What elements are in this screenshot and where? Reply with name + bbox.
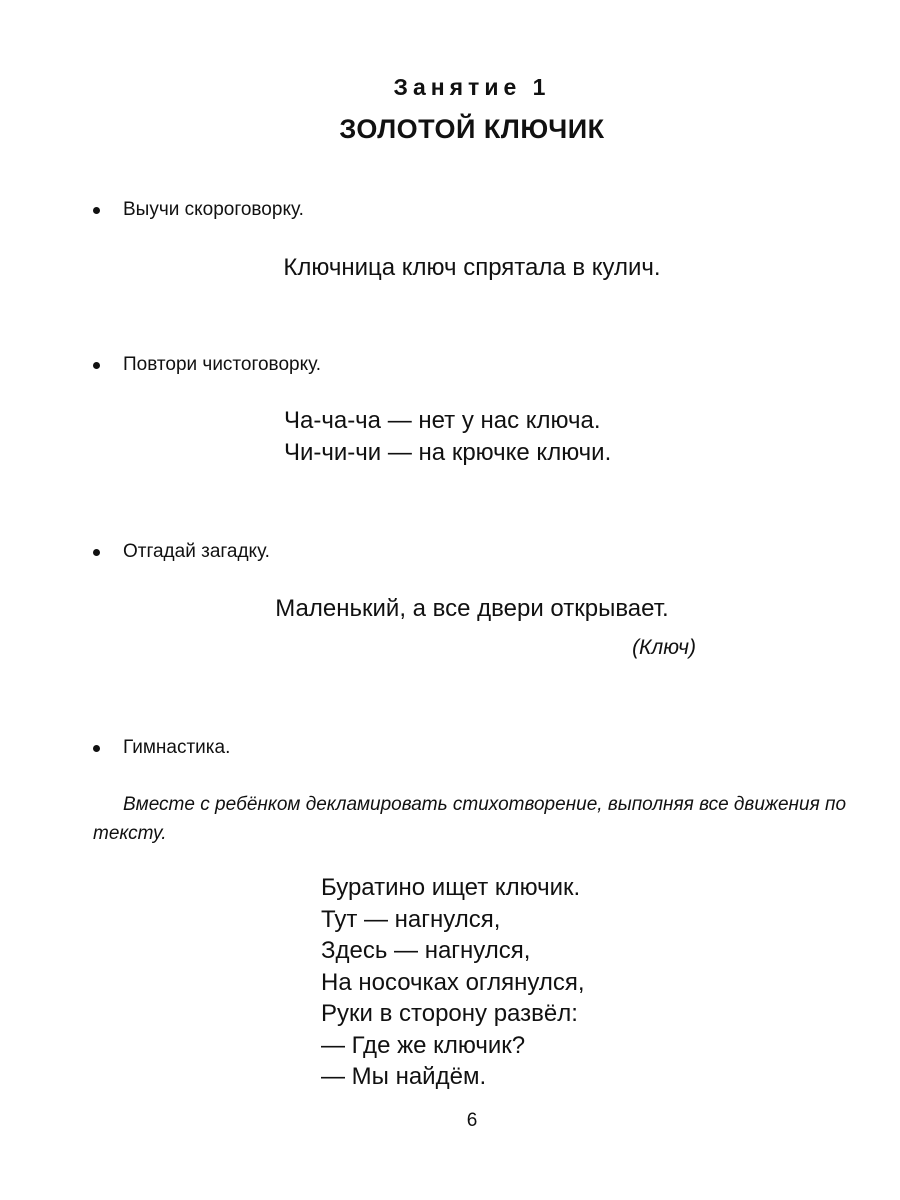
bullet-tongue-twister	[93, 199, 304, 221]
poem-line: Здесь — нагнулся,	[321, 937, 531, 964]
poem-line: Буратино ищет ключик.	[321, 874, 581, 901]
poem-line: — Где же ключик?	[321, 1031, 526, 1059]
bullet-dot-icon	[93, 549, 100, 556]
page-number: 6	[466, 1110, 478, 1131]
bullet-dot-icon	[93, 745, 100, 752]
tongue-twister-instruction: Выучи скороговорку.	[123, 199, 304, 220]
gymnastics-poem	[321, 872, 585, 1093]
tongue-twister-text: Ключница ключ спрятала в кулич.	[283, 254, 661, 281]
poem-line: Тут — нагнулся,	[321, 905, 501, 933]
poem-line: На носочках оглянулся,	[321, 968, 585, 996]
riddle-instruction: Отгадай загадку.	[123, 541, 270, 562]
gymnastics-instruction: Гимнастика.	[123, 737, 231, 758]
pure-phrase-line: Чи-чи-чи — на крючке ключи.	[284, 439, 612, 466]
bullet-gymnastics	[93, 737, 230, 759]
pure-phrase-line: Ча-ча-ча — нет у нас ключа.	[284, 407, 601, 434]
poem-line: Руки в сторону развёл:	[321, 1000, 578, 1027]
bullet-dot-icon	[93, 362, 100, 369]
riddle-answer: (Ключ)	[632, 636, 696, 659]
pure-phrase-instruction: Повтори чистоговорку.	[123, 354, 321, 375]
pure-phrase-block	[284, 405, 611, 469]
bullet-riddle	[93, 541, 270, 563]
poem-line: — Мы найдём.	[321, 1063, 487, 1090]
gymnastics-description: Вместе с ребёнком декламировать стихотворение, выполняя все движения по тексту.	[93, 794, 847, 844]
bullet-pure-phrase	[93, 354, 321, 376]
bullet-dot-icon	[93, 207, 100, 214]
lesson-title: ЗОЛОТОЙ КЛЮЧИК	[339, 114, 605, 144]
lesson-label: Занятие 1	[393, 74, 551, 100]
riddle-text: Маленький, а все двери открывает.	[275, 595, 669, 622]
